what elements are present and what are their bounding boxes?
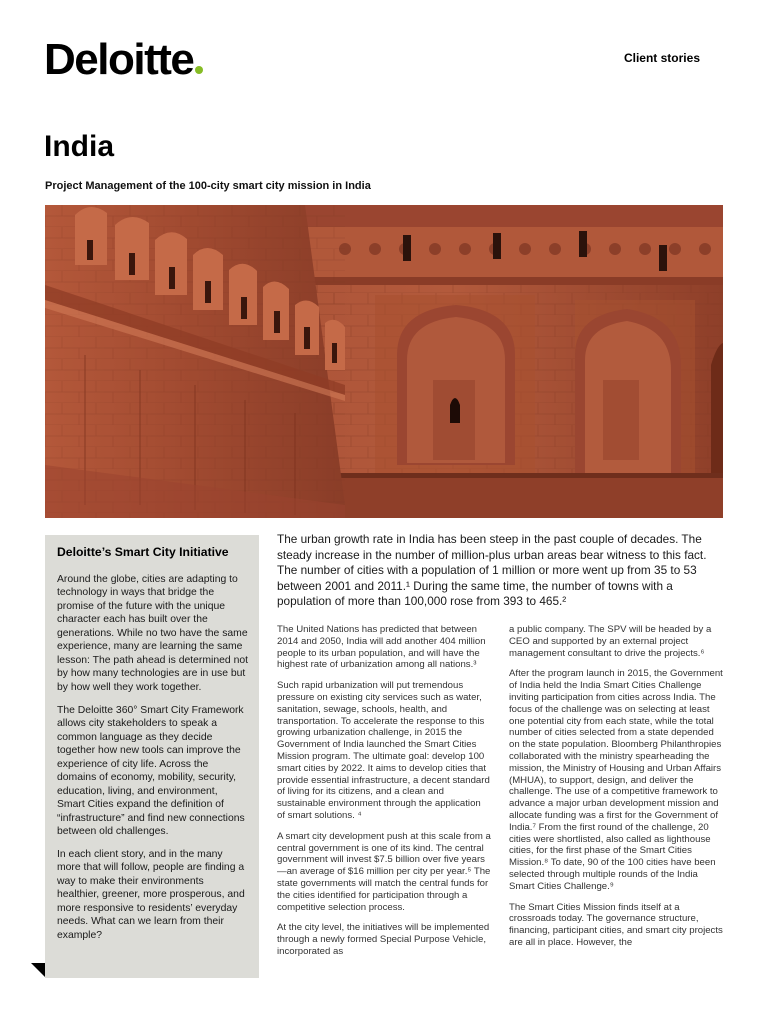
sidebar-paragraph: The Deloitte 360° Smart City Framework allows city stakeholders to speak a common language as they decide together how new tools can improve the experience of city life. Across the domains of economy, mobility, security, education, living, and environment, Smart Cities expand the definition of “infrastructure” and find new connections between old challenges. [57,704,245,838]
logo-text: Deloitte [44,35,194,84]
lead-paragraph: The urban growth rate in India has been steep in the past couple of decades. The steady increase in the number of million-plus urban areas bear witness to this fact. The number of cities with a population of 1 million or more went up from 35 to 53 between 2001 and 2011.¹ During the same time, the number of towns with a population of more than 100,000 rose from 393 to 465.² [277,532,707,609]
body-paragraph: After the program launch in 2015, the Government of India held the India Smart Cities Challenge inviting participation from cities across India. The focus of the challenge was on selecting at least one potential city from each state, while the total number of cities selected from a state depended on the state population. Bloomberg Philanthropies collaborated with the ministry spearheading the mission, the Ministry of Housing and Urban Affairs (MHUA), to support, design, and deliver the challenge. The use of a competitive framework to advance a major urban development mission and allocate funding was a first for the Government of India.⁷ From the first round of the challenge, 20 cities were shortlisted, also called as lighthouse cities, for the first phase of the Smart Cities Mission.⁸ To date, 90 of the 100 cities have been selected through multiple rounds of the India Smart Cities Challenge.⁹ [509,668,723,892]
body-paragraph: a public company. The SPV will be headed by a CEO and supported by an external project management consultant to drive the projects.⁶ [509,624,712,659]
body-paragraph: The United Nations has predicted that between 2014 and 2050, India will add another 404 million people to its urban population, and will have the highest rate of urbanization among all nations.³ [277,624,486,671]
red-fort-illustration [45,205,723,518]
sidebar-paragraph: In each client story, and in the many more that will follow, people are finding a way to make their environments healthier, greener, more prosperous, and more responsive to residents’ everyday needs. What can we learn from their example? [57,848,245,941]
page-title: India [44,130,115,163]
smart-city-initiative-sidebar [45,535,259,978]
sidebar-heading: Deloitte’s Smart City Initiative [57,545,229,559]
body-column-2 [509,624,723,958]
sidebar-paragraph: Around the globe, cities are adapting to technology in ways that bridge the promise of the future with the unique character each has built over the generations. While no two have the same experience, many are learning the same lesson: The path ahead is determined not by how many technologies are in use but by how well they work together. [57,573,249,693]
corner-marker [31,963,45,977]
page-subtitle: Project Management of the 100-city smart city mission in India [45,180,371,192]
series-label: Client stories [623,51,700,65]
body-paragraph: A smart city development push at this scale from a central government is one of its kind. The central government will invest $7.5 billion over five years—an average of $16 million per city per year.⁵ The state governments will match the central funds for the cities identified for participation through a competitive selection process. [277,830,491,913]
logo-dot [195,66,203,74]
hero-photo-red-fort [45,205,723,518]
body-column-1 [277,624,491,967]
body-paragraph: Such rapid urbanization will put tremendous pressure on existing city services such as water, sanitation, sewage, schools, health, and transportation. To accelerate the response to this growing urbanization challenge, in 2015 the Government of India launched the Smart Cities Mission program. The ultimate goal: develop 100 smart cities by 2022. It aims to develop cities that provide essential infrastructure, a decent standard of living for its citizens, and a clean and sustainable environment through the application of smart solutions. ⁴ [277,680,490,821]
body-paragraph: The Smart Cities Mission finds itself at a crossroads today. The governance structure, financing, participant cities, and smart city projects are all in place. However, the [509,901,723,948]
deloitte-logo [44,35,203,84]
body-paragraph: At the city level, the initiatives will be implemented through a newly formed Special Purpose Vehicle, incorporated as [277,922,490,957]
